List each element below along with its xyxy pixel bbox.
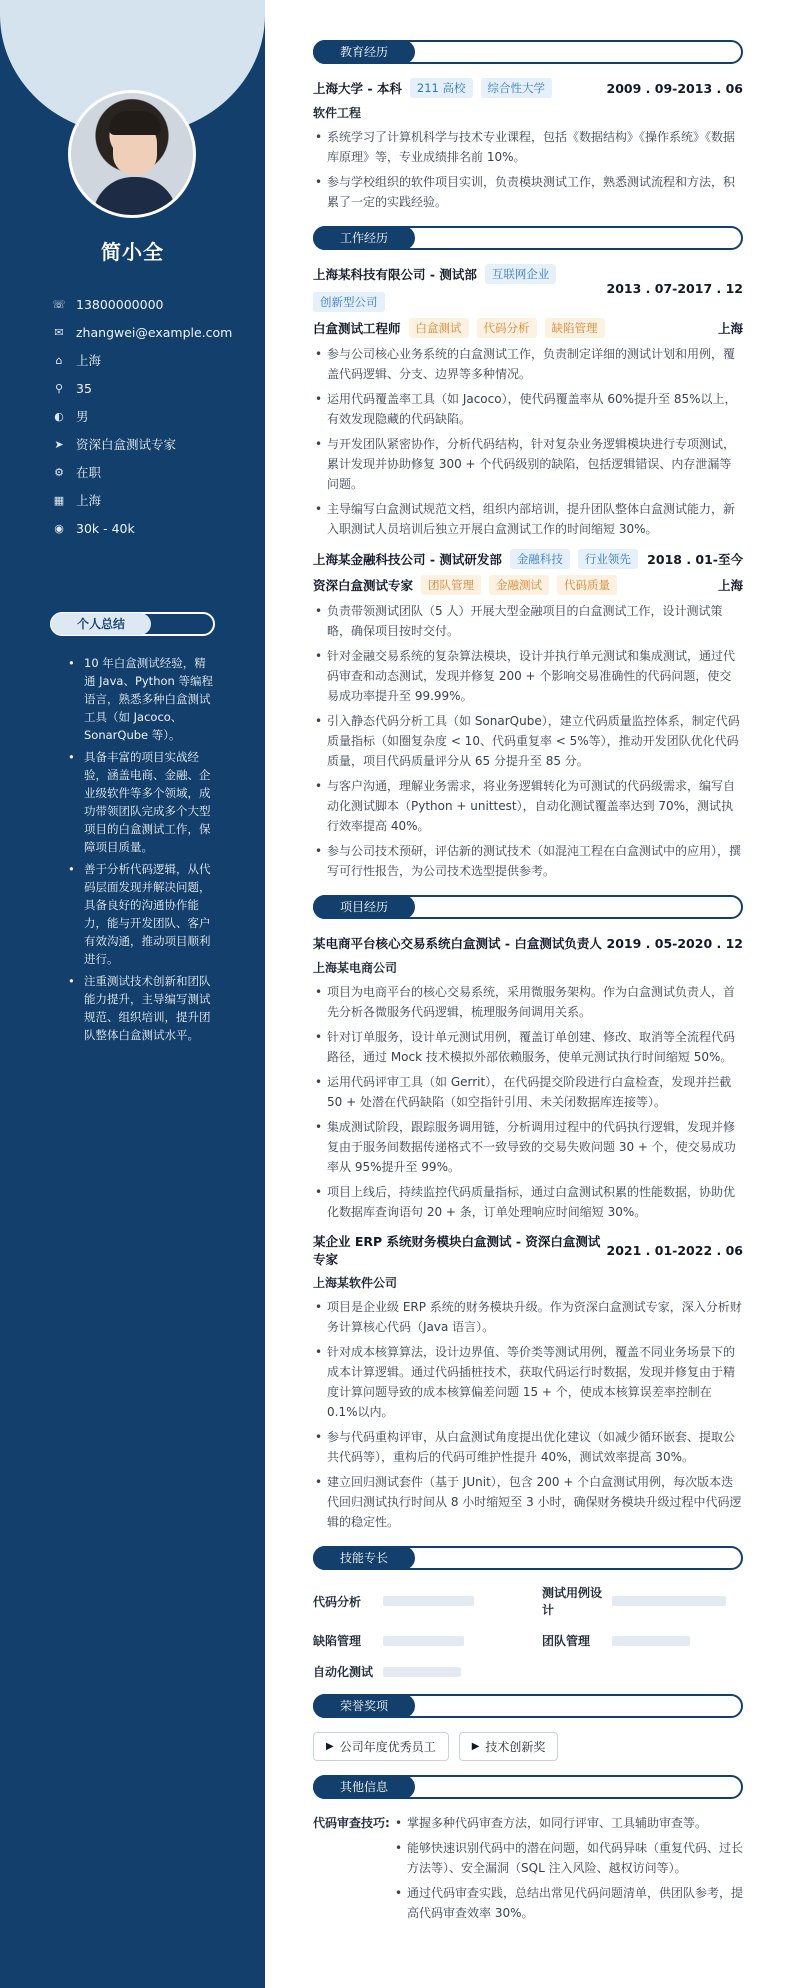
skill-item [542, 1632, 743, 1649]
project-company: 上海某软件公司 [313, 1276, 398, 1290]
skill-item [313, 1663, 514, 1680]
project-list [313, 933, 743, 1532]
role: 资深白盒测试专家 [313, 578, 414, 593]
job-entry [313, 264, 743, 539]
company-name: 上海某金融科技公司 - 测试研发部 [313, 552, 502, 567]
city-icon: ▦ [53, 493, 65, 507]
age-icon: ⚲ [54, 381, 64, 395]
role-left [313, 575, 617, 595]
info-item [50, 486, 232, 514]
education-header [313, 40, 743, 64]
skill-item [313, 1584, 514, 1618]
tag: 创新型公司 [313, 292, 385, 312]
play-icon: ▶ [471, 1741, 480, 1752]
bullet-item: • 针对订单服务，设计单元测试用例，覆盖订单创建、修改、取消等全流程代码路径，通过 Mock 技术模拟外部依赖服务，使单元测试执行时间缩短 50%。 [313, 1027, 743, 1067]
bullet-item: • 项目为电商平台的核心交易系统，采用微服务架构。作为白盒测试负责人，首先分析各微服务代码逻辑，梳理服务间调用关系。 [313, 982, 743, 1022]
project-company: 上海某电商公司 [313, 961, 398, 975]
summary-item: • 注重测试技术创新和团队能力提升，主导编写测试规范、组织培训，提升团队整体白盒测试水平。 [64, 972, 216, 1044]
bullet-list [313, 1297, 743, 1532]
skill-grid [313, 1584, 743, 1680]
education-section [313, 40, 743, 212]
award-badge [459, 1732, 559, 1761]
date: 2019 . 05-2020 . 12 [606, 935, 743, 951]
job-list [313, 264, 743, 881]
bullet-item: • 引入静态代码分析工具（如 SonarQube），建立代码质量监控体系，制定代码质量指标（如圈复杂度 < 10、代码重复率 < 5%等），推动开发团队优化代码质量，项目代码质量评分从 65 分提升至 85 分。 [313, 711, 743, 771]
info-text: 上海 [76, 493, 102, 508]
bullet-item: • 能够快速识别代码中的潜在问题，如代码异味（重复代码、过长方法等）、安全漏洞（SQL 注入风险、越权访问等）。 [393, 1838, 743, 1878]
info-item [50, 374, 232, 402]
avatar-hair [109, 111, 161, 135]
bullet-item: • 项目是企业级 ERP 系统的财务模块升级。作为资深白盒测试专家，深入分析财务计算核心代码（Java 语言）。 [313, 1297, 743, 1337]
bullet-item: • 负责带领测试团队（5 人）开展大型金融项目的白盒测试工作，设计测试策略，确保项目按时交付。 [313, 601, 743, 641]
info-text: 13800000000 [76, 296, 164, 312]
bullet-item: • 掌握多种代码审查方法，如同行评审、工具辅助审查等。 [393, 1813, 743, 1833]
mail-icon: ✉ [54, 325, 64, 339]
bullet-item: • 通过代码审查实践，总结出常见代码问题清单，供团队参考，提高代码审查效率 30%。 [393, 1883, 743, 1923]
tag: 211 高校 [410, 78, 473, 98]
bullet-item: • 主导编写白盒测试规范文档，组织内部培训，提升团队整体白盒测试能力，新入职测试人员培训后独立开展白盒测试工作的时间缩短 30%。 [313, 499, 743, 539]
info-item [50, 318, 232, 346]
company-name: 上海某科技有限公司 - 测试部 [313, 267, 477, 282]
project-header [313, 933, 743, 953]
contact-info [50, 290, 232, 542]
info-text: 30k - 40k [76, 520, 135, 536]
other-header [313, 1775, 743, 1799]
skills-header [313, 1546, 743, 1570]
info-item [50, 346, 232, 374]
skill-item [313, 1632, 514, 1649]
sidebar [0, 0, 265, 1988]
skills-section [313, 1546, 743, 1680]
skill-bar [383, 1636, 464, 1646]
award-badge [313, 1732, 449, 1761]
info-text: zhangwei@example.com [76, 324, 233, 340]
role: 白盒测试工程师 [313, 321, 401, 336]
date: 2013 . 07-2017 . 12 [606, 280, 743, 296]
bullet-list [313, 982, 743, 1222]
bullet-item: • 系统学习了计算机科学与技术专业课程，包括《数据结构》《操作系统》《数据库原理》等，专业成绩排名前 10%。 [313, 127, 743, 167]
bullet-item: • 建立回归测试套件（基于 JUnit），包含 200 + 个白盒测试用例，每次版本迭代回归测试执行时间从 8 小时缩短至 3 小时，确保财务模块升级过程中代码逻辑的稳定性。 [313, 1472, 743, 1532]
other-section [313, 1775, 743, 1928]
tag: 互联网企业 [485, 264, 557, 284]
skill-bar [383, 1667, 461, 1677]
gender-icon: ◐ [54, 409, 64, 423]
tag: 综合性大学 [481, 78, 553, 98]
bullet-item: • 运用代码评审工具（如 Gerrit），在代码提交阶段进行白盒检查，发现并拦截 50 + 处潜在代码缺陷（如空指针引用、未关闭数据库连接等）。 [313, 1072, 743, 1112]
project-entry [313, 1232, 743, 1532]
school-name: 上海大学 - 本科 [313, 81, 402, 96]
project-header [313, 1232, 743, 1268]
summary-section-header [50, 612, 215, 636]
info-item [50, 430, 232, 458]
skill-tag: 金融测试 [489, 575, 549, 595]
bullet-item: • 参与学校组织的软件项目实训，负责模块测试工作，熟悉测试流程和方法，积累了一定的实践经验。 [313, 172, 743, 212]
bullet-item: • 参与公司技术预研，评估新的测试技术（如混沌工程在白盒测试中的应用），撰写可行性报告，为公司技术选型提供参考。 [313, 841, 743, 881]
info-item [50, 458, 232, 486]
skill-name: 代码分析 [313, 1594, 362, 1609]
skill-item [542, 1584, 743, 1618]
skill-name: 测试用例设计 [542, 1586, 603, 1617]
summary-item: • 善于分析代码逻辑，从代码层面发现并解决问题，具备良好的沟通协作能力，能与开发团队、客户有效沟通，推动项目顺利进行。 [64, 860, 216, 968]
skill-bar [383, 1596, 474, 1606]
project-name: 某企业 ERP 系统财务模块白盒测试 - 资深白盒测试专家 [313, 1234, 601, 1267]
tag: 金融科技 [510, 549, 570, 569]
skill-tag: 代码分析 [477, 318, 537, 338]
job-header [313, 264, 743, 312]
date: 2009 . 09-2013 . 06 [606, 80, 743, 96]
section-title: 工作经历 [313, 226, 415, 250]
bullet-item: • 与客户沟通，理解业务需求，将业务逻辑转化为可测试的代码级需求，编写自动化测试脚本（Python + unittest），自动化测试覆盖率达到 70%，测试执行效率提高 40%。 [313, 776, 743, 836]
info-item [50, 514, 232, 542]
job-header [313, 549, 743, 569]
projects-header [313, 895, 743, 919]
location: 上海 [717, 578, 743, 593]
summary-item: • 10 年白盒测试经验，精通 Java、Python 等编程语言，熟悉多种白盒测试工具（如 Jacoco、SonarQube 等）。 [64, 654, 216, 744]
date: 2018 . 01-至今 [647, 552, 743, 567]
home-icon: ⌂ [55, 353, 63, 367]
bullet-item: • 参与代码重构评审，从白盒测试角度提出优化建议（如减少循环嵌套、提取公共代码等），重构后的代码可维护性提升 40%，测试效率提高 30%。 [313, 1427, 743, 1467]
summary-item: • 具备丰富的项目实战经验，涵盖电商、金融、企业级软件等多个领域，成功带领团队完成多个大型项目的白盒测试工作，保障项目质量。 [64, 748, 216, 856]
awards-header [313, 1694, 743, 1718]
section-title: 技能专长 [313, 1546, 415, 1570]
work-header [313, 226, 743, 250]
skill-bar [612, 1636, 690, 1646]
major: 软件工程 [313, 106, 362, 120]
skill-tag: 团队管理 [421, 575, 481, 595]
bullet-item: • 运用代码覆盖率工具（如 Jacoco），使代码覆盖率从 60%提升至 85%以上，有效发现隐藏的代码缺陷。 [313, 389, 743, 429]
info-text: 男 [76, 409, 89, 424]
avatar [68, 90, 196, 218]
salary-icon: ◉ [54, 521, 64, 535]
section-title: 教育经历 [313, 40, 415, 64]
bullet-item: • 针对金融交易系统的复杂算法模块，设计并执行单元测试和集成测试，通过代码审查和动态测试，发现并修复 200 + 个影响交易准确性的代码问题，使交易成功率提升至 99.99%。 [313, 646, 743, 706]
skill-tag: 白盒测试 [409, 318, 469, 338]
bullet-list [393, 1813, 743, 1928]
status-icon: ⚙ [54, 465, 64, 479]
work-section [313, 226, 743, 881]
skill-tag: 缺陷管理 [545, 318, 605, 338]
avatar-body [93, 177, 177, 218]
tag: 行业领先 [578, 549, 638, 569]
bullet-item: • 针对成本核算算法，设计边界值、等价类等测试用例，覆盖不同业务场景下的成本计算逻辑。通过代码插桩技术，获取代码运行时数据，发现并修复由于精度计算问题导致的成本核算偏差问题 15 + 个，使成本核算误差率控制在 0.1%以内。 [313, 1342, 743, 1422]
project-name: 某电商平台核心交易系统白盒测试 - 白盒测试负责人 [313, 936, 602, 951]
award-label: 公司年度优秀员工 [339, 1740, 436, 1754]
date: 2021 . 01-2022 . 06 [606, 1242, 743, 1258]
award-list [313, 1732, 743, 1761]
info-text: 35 [76, 380, 92, 396]
section-title: 项目经历 [313, 895, 415, 919]
bullet-list [313, 601, 743, 881]
role-left [313, 318, 605, 338]
bullet-item: • 项目上线后，持续监控代码质量指标，通过白盒测试积累的性能数据，协助优化数据库查询语句 20 + 条，订单处理响应时间缩短 30%。 [313, 1182, 743, 1222]
award-label: 技术创新奖 [485, 1740, 546, 1754]
skill-name: 自动化测试 [313, 1665, 374, 1679]
projects-section [313, 895, 743, 1532]
phone-icon: ☏ [52, 297, 66, 311]
profile-name: 简小全 [101, 240, 164, 264]
job-role-row [313, 575, 743, 595]
info-text: 在职 [76, 465, 102, 480]
job-entry [313, 549, 743, 881]
location: 上海 [717, 321, 743, 336]
position-icon: ➤ [54, 437, 64, 451]
awards-section [313, 1694, 743, 1761]
skill-tag: 代码质量 [557, 575, 617, 595]
skill-name: 缺陷管理 [313, 1634, 362, 1648]
bullet-item: • 参与公司核心业务系统的白盒测试工作，负责制定详细的测试计划和用例，覆盖代码逻辑、分支、边界等多种情况。 [313, 344, 743, 384]
education-entry [313, 78, 743, 212]
play-icon: ▶ [326, 1741, 334, 1752]
section-title: 其他信息 [313, 1775, 415, 1799]
job-header-left [313, 264, 607, 312]
skill-bar [612, 1596, 726, 1606]
project-entry [313, 933, 743, 1222]
other-info-row [313, 1813, 743, 1928]
info-item [50, 290, 232, 318]
section-title: 荣誉奖项 [313, 1694, 415, 1718]
info-item [50, 402, 232, 430]
summary-title: 个人总结 [51, 613, 151, 635]
other-label: 代码审查技巧: [313, 1816, 390, 1830]
bullet-item: • 集成测试阶段，跟踪服务调用链，分析调用过程中的代码执行逻辑，发现并修复由于服务间数据传递格式不一致导致的交易失败问题 30 + 个，使交易成功率从 95%提升至 99%。 [313, 1117, 743, 1177]
main-content [265, 0, 794, 1988]
job-header-left [313, 549, 638, 569]
skill-name: 团队管理 [542, 1634, 591, 1648]
bullet-list [313, 127, 743, 212]
summary-list [64, 654, 216, 1048]
bullet-list [313, 344, 743, 539]
info-text: 资深白盒测试专家 [76, 437, 177, 452]
job-role-row [313, 318, 743, 338]
info-text: 上海 [76, 353, 102, 368]
bullet-item: • 与开发团队紧密协作，分析代码结构，针对复杂业务逻辑模块进行专项测试，累计发现并协助修复 300 + 个代码级别的缺陷，包括逻辑错误、内存泄漏等问题。 [313, 434, 743, 494]
